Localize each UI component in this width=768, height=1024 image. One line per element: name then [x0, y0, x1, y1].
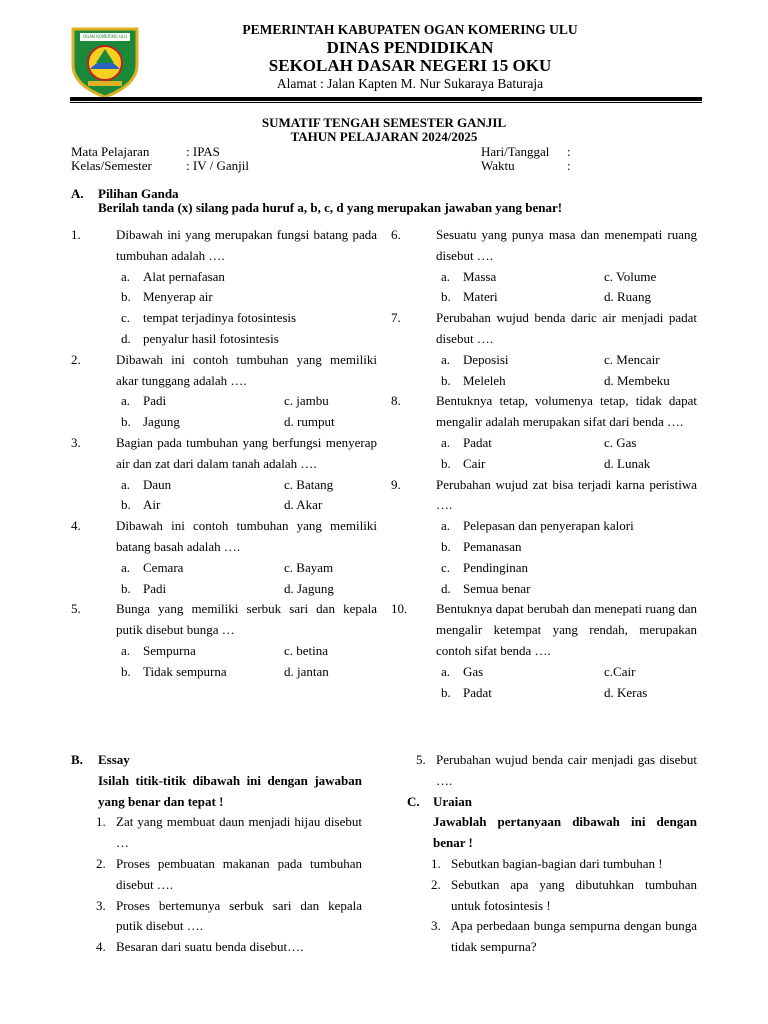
questions-right-column: [391, 225, 697, 703]
option-text: Padi: [143, 393, 167, 409]
option-text-second: d. rumput: [284, 414, 335, 430]
section-a-instruction: Berilah tanda (x) silang pada huruf a, b, c, d yang merupakan jawaban yang benar!: [98, 200, 563, 215]
question-text: Dibawah ini contoh tumbuhan yang memiliki batang basah adalah ….: [116, 518, 377, 554]
section-b: [71, 750, 362, 958]
question-number: 7.: [391, 310, 401, 326]
question-text: Bagian pada tumbuhan yang berfungsi menyerap air dan zat dari dalam tanah adalah ….: [116, 434, 377, 471]
question-number: 4.: [71, 518, 81, 534]
option-text: Pelepasan dan penyerapan kalori: [463, 518, 634, 534]
item-number: 1.: [96, 814, 106, 830]
essay-list: [71, 812, 362, 958]
option-text-second: d. Jagung: [284, 580, 334, 596]
item-text: Proses pembuatan makanan pada tumbuhan disebut ….: [116, 855, 362, 892]
option-text: Daun: [143, 476, 172, 492]
answer-option: [391, 537, 697, 558]
answer-option: [391, 683, 697, 704]
item-number: 4.: [96, 939, 106, 955]
essay-text: Perubahan wujud benda cair menjadi gas disebut ….: [436, 752, 697, 788]
option-letter: c.: [441, 559, 451, 575]
subject-value: : IPAS: [186, 144, 220, 159]
answer-option: [71, 662, 377, 683]
answer-option: [71, 495, 377, 516]
essay-number: 5.: [416, 752, 426, 767]
header-line3: SEKOLAH DASAR NEGERI 15 OKU: [268, 56, 552, 75]
question-item: [71, 350, 377, 392]
option-text-second: c.Cair: [604, 663, 636, 679]
item-text: Sebutkan bagian-bagian dari tumbuhan !: [451, 855, 663, 871]
option-text: Massa: [463, 268, 497, 284]
essay-item: [391, 750, 697, 792]
option-letter: a.: [121, 393, 131, 409]
header-line2: DINAS PENDIDIKAN: [326, 38, 494, 57]
option-letter: b.: [121, 663, 131, 679]
question-item: [391, 308, 697, 350]
option-letter: b.: [121, 289, 131, 305]
option-text-second: c. jambu: [284, 393, 329, 409]
item-number: 1.: [431, 855, 441, 871]
option-text: Padi: [143, 580, 167, 596]
answer-option: [391, 454, 697, 475]
option-letter: b.: [441, 538, 451, 554]
answer-option: [71, 308, 377, 329]
subject-label: Mata Pelajaran: [71, 144, 150, 159]
option-text: Padat: [463, 434, 492, 450]
option-text: Pemanasan: [463, 538, 522, 554]
day-value: :: [567, 144, 571, 159]
section-b-title: Essay: [98, 752, 130, 767]
answer-option: [391, 371, 697, 392]
question-item: [391, 391, 697, 433]
question-number: 1.: [71, 227, 81, 242]
header-divider-thick: [70, 97, 702, 101]
question-item: [71, 516, 377, 558]
uraian-list: [391, 854, 697, 958]
option-letter: d.: [121, 330, 131, 346]
regency-logo: [70, 23, 140, 99]
questions-left-column: [71, 225, 377, 683]
answer-option: [71, 475, 377, 496]
question-text: Sesuatu yang punya masa dan menempati ruang disebut ….: [436, 227, 697, 263]
section-c-instruction: Jawablah pertanyaan dibawah ini dengan benar !: [433, 814, 697, 851]
item-text: Apa perbedaan bunga sempurna dengan bunga tidak sempurna?: [451, 918, 697, 955]
option-letter: a.: [441, 351, 451, 367]
question-text: Perubahan wujud zat bisa terjadi karna peristiwa ….: [436, 476, 697, 513]
answer-option: [71, 641, 377, 662]
question-number: 3.: [71, 434, 81, 450]
question-number: 10.: [391, 601, 408, 617]
item-number: 3.: [431, 918, 441, 934]
exam-title: SUMATIF TENGAH SEMESTER GANJIL: [261, 115, 507, 130]
option-text-second: c. Bayam: [284, 559, 334, 575]
answer-option: [391, 516, 697, 537]
option-text-second: d. Akar: [284, 497, 323, 513]
option-text: Cair: [463, 455, 486, 471]
section-a-title: Pilihan Ganda: [98, 186, 179, 201]
option-text: Air: [143, 497, 161, 513]
option-letter: b.: [441, 455, 451, 471]
question-number: 6.: [391, 227, 401, 242]
option-text-second: c. Volume: [604, 268, 657, 284]
day-label: Hari/Tanggal: [481, 144, 550, 159]
question-item: [71, 433, 377, 475]
option-text: Menyerap air: [143, 289, 213, 305]
time-value: :: [567, 158, 571, 173]
option-letter: b.: [441, 289, 451, 305]
option-text-second: d. Lunak: [604, 455, 651, 471]
question-text: Dibawah ini contoh tumbuhan yang memiliki akar tunggang adalah ….: [116, 351, 377, 388]
option-text: Gas: [463, 663, 484, 679]
header-address: Alamat : Jalan Kapten M. Nur Sukaraya Baturaja: [276, 76, 544, 91]
answer-option: [391, 267, 697, 288]
logo-text: OGAN KOMERING ULU: [83, 34, 127, 39]
numbered-item: [71, 854, 362, 896]
answer-option: [71, 558, 377, 579]
header-divider-thin: [70, 102, 702, 103]
option-letter: a.: [441, 663, 451, 679]
section-b-letter: B.: [71, 752, 83, 767]
answer-option: [71, 579, 377, 600]
option-text: Semua benar: [463, 580, 531, 596]
question-text: Bunga yang memiliki serbuk sari dan kepala putik disebut bunga …: [116, 601, 377, 638]
option-letter: a.: [441, 434, 451, 450]
option-text: tempat terjadinya fotosintesis: [143, 310, 297, 326]
option-text: Padat: [463, 684, 492, 700]
option-letter: b.: [441, 372, 451, 388]
answer-option: [71, 391, 377, 412]
item-text: Zat yang membuat daun menjadi hijau disebut …: [116, 814, 362, 851]
answer-option: [71, 267, 377, 288]
option-text-second: d. Membeku: [604, 372, 670, 388]
option-text-second: d. Keras: [604, 684, 648, 700]
question-text: Perubahan wujud benda daric air menjadi padat disebut ….: [436, 310, 697, 346]
item-number: 2.: [96, 855, 106, 871]
option-text: Pendinginan: [463, 559, 528, 575]
header-line1: PEMERINTAH KABUPATEN OGAN KOMERING ULU: [242, 22, 578, 37]
item-text: Proses bertemunya serbuk sari dan kepala putik disebut ….: [116, 897, 362, 934]
option-letter: b.: [121, 497, 131, 513]
question-item: [391, 599, 697, 661]
numbered-item: [391, 916, 697, 958]
time-label: Waktu: [481, 158, 515, 173]
numbered-item: [391, 854, 697, 875]
option-letter: b.: [441, 684, 451, 700]
exam-year: TAHUN PELAJARAN 2024/2025: [290, 129, 478, 144]
question-item: [391, 225, 697, 267]
answer-option: [391, 433, 697, 454]
answer-option: [391, 662, 697, 683]
option-letter: c.: [121, 310, 131, 326]
answer-option: [391, 287, 697, 308]
question-text: Dibawah ini yang merupakan fungsi batang pada tumbuhan adalah ….: [116, 227, 377, 263]
answer-option: [391, 579, 697, 600]
section-a-letter: A.: [71, 186, 84, 201]
question-number: 5.: [71, 601, 81, 617]
class-label: Kelas/Semester: [71, 158, 152, 173]
option-letter: a.: [121, 268, 131, 284]
answer-option: [71, 412, 377, 433]
option-letter: a.: [121, 642, 131, 658]
option-text: penyalur hasil fotosintesis: [143, 330, 279, 346]
option-text-second: c. betina: [284, 642, 329, 658]
answer-option: [391, 558, 697, 579]
item-number: 3.: [96, 897, 106, 913]
option-text: Tidak sempurna: [143, 663, 227, 679]
item-text: Besaran dari suatu benda disebut….: [116, 939, 304, 955]
option-letter: a.: [121, 476, 131, 492]
numbered-item: [391, 875, 697, 917]
option-text: Sempurna: [143, 642, 196, 658]
question-item: [391, 475, 697, 517]
section-b-instruction: Isilah titik-titik dibawah ini dengan jawaban yang benar dan tepat !: [98, 772, 362, 809]
section-c-letter: C.: [407, 793, 420, 809]
numbered-item: [71, 937, 362, 958]
option-text: Jagung: [143, 414, 180, 430]
question-item: [71, 599, 377, 641]
option-text: Deposisi: [463, 351, 509, 367]
question-text: Bentuknya dapat berubah dan menepati ruang dan mengalir ketempat yang rendah, merupakan contoh sifat benda ….: [436, 601, 697, 658]
numbered-item: [71, 812, 362, 854]
numbered-item: [71, 896, 362, 938]
option-letter: a.: [441, 268, 451, 284]
answer-option: [71, 287, 377, 308]
question-number: 8.: [391, 393, 401, 409]
option-text: Cemara: [143, 559, 184, 575]
option-letter: a.: [121, 559, 131, 575]
question-number: 2.: [71, 351, 81, 367]
option-letter: d.: [441, 580, 451, 596]
item-number: 2.: [431, 876, 441, 892]
option-letter: b.: [121, 580, 131, 596]
option-text: Materi: [463, 289, 498, 305]
option-letter: a.: [441, 518, 451, 534]
answer-option: [71, 329, 377, 350]
question-item: [71, 225, 377, 267]
option-letter: b.: [121, 414, 131, 430]
option-text-second: d. Ruang: [604, 289, 651, 305]
option-text-second: d. jantan: [284, 663, 329, 679]
option-text-second: c. Mencair: [604, 351, 660, 367]
option-text-second: c. Batang: [284, 476, 334, 492]
item-text: Sebutkan apa yang dibutuhkan tumbuhan untuk fotosintesis !: [451, 876, 697, 913]
answer-option: [391, 350, 697, 371]
option-text: Meleleh: [463, 372, 506, 388]
question-text: Bentuknya tetap, volumenya tetap, tidak dapat mengalir adalah merupakan sifat dari benda ….: [436, 393, 697, 430]
section-b-continued: [391, 750, 697, 958]
question-number: 9.: [391, 476, 401, 492]
class-value: : IV / Ganjil: [186, 158, 249, 173]
section-c-title: Uraian: [433, 793, 472, 809]
option-text-second: c. Gas: [604, 434, 637, 450]
option-text: Alat pernafasan: [143, 268, 225, 284]
